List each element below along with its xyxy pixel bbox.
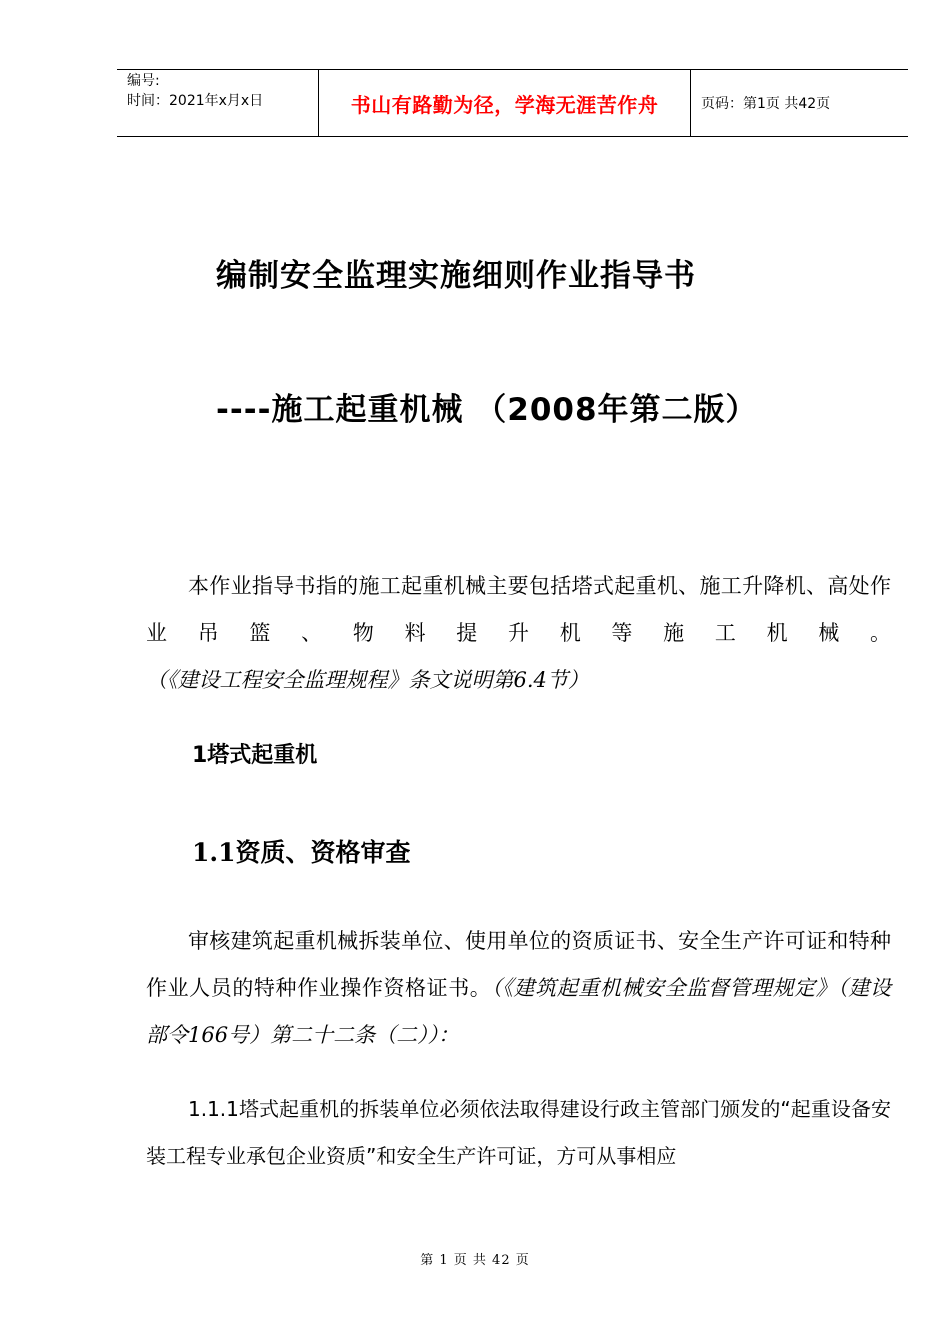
document-title: 编制安全监理实施细则作业指导书 xyxy=(216,258,696,294)
header-page-label: 页码：第1页 共42页 xyxy=(701,96,831,112)
document-time-label: 时间：2021年x月x日 xyxy=(127,93,264,109)
section-heading-1: 1塔式起重机 xyxy=(192,743,318,768)
qualification-citation: （《建筑起重机械安全监督管理规定》（建设部令166号）第二十二条（二））： xyxy=(146,976,892,1047)
intro-paragraph xyxy=(146,563,891,704)
page-header xyxy=(117,69,908,137)
header-motto: 书山有路勤为径，学海无涯苦作舟 xyxy=(318,70,691,136)
intro-citation: （《建设工程安全监理规程》条文说明第6.4节） xyxy=(146,668,589,692)
header-meta xyxy=(117,70,318,136)
document-number-label: 编号: xyxy=(127,73,160,89)
intro-text: 本作业指导书指的施工起重机械主要包括塔式起重机、施工升降机、高处作业吊篮、物料提升机等施工机械。 xyxy=(146,574,891,645)
document-subtitle: ----施工起重机械 （2008年第二版） xyxy=(216,392,758,428)
section-heading-1-1: 1.1资质、资格审查 xyxy=(192,838,411,867)
qualification-paragraph xyxy=(146,918,891,1059)
qualification-text: 审核建筑起重机械拆装单位、使用单位的资质证书、安全生产许可证和特种作业人员的特种作业操作资格证书。 xyxy=(146,929,891,1000)
page-footer: 第 1 页 共 42 页 xyxy=(420,1253,530,1268)
clause-1-1-1: 1.1.1塔式起重机的拆装单位必须依法取得建设行政主管部门颁发的“起重设备安装工程专业承包企业资质”和安全生产许可证，方可从事相应 xyxy=(146,1097,891,1168)
